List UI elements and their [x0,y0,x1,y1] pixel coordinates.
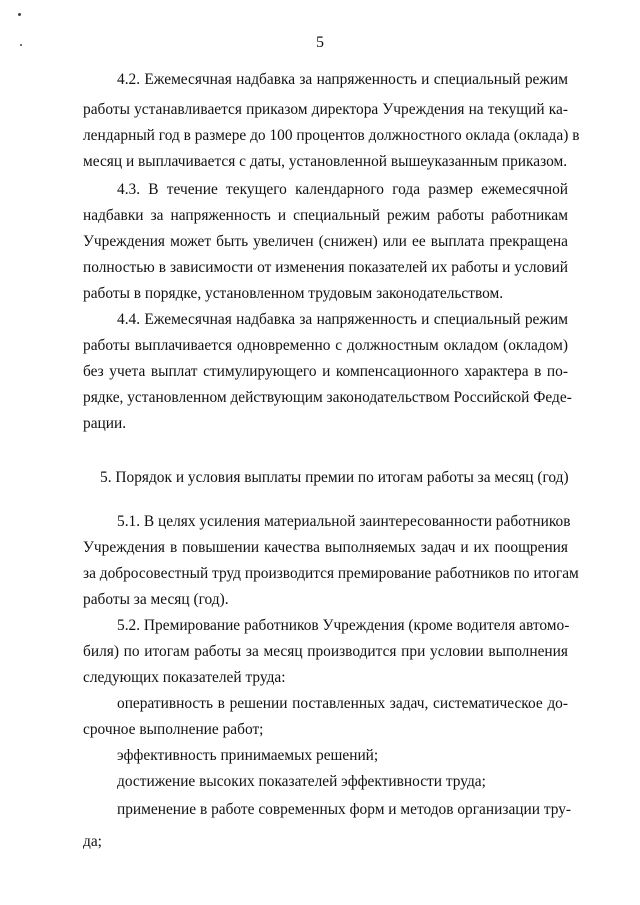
text-line: оперативность в решении поставленных задач, систематическое до- [117,695,568,712]
text-line: без учета выплат стимулирующего и компенсационного характера в по- [83,363,568,380]
text-line: 4.3. В течение текущего календарного года размер ежемесячной [117,181,568,198]
scan-speck [18,13,21,16]
text-line: биля) по итогам работы за месяц производится при условии выполнения [83,643,568,660]
text-line: Учреждения в повышении качества выполняемых задач и их поощрения [83,539,568,556]
text-line: работы устанавливается приказом директора Учреждения на текущий ка- [83,101,568,118]
text-line: работы в порядке, установленном трудовым законодательством. [83,285,504,302]
text-line: 5.2. Премирование работников Учреждения (кроме водителя автомо- [117,617,570,634]
text-line: 4.2. Ежемесячная надбавка за напряженность и специальный режим [117,71,568,88]
text-line: 4.4. Ежемесячная надбавка за напряженность и специальный режим [117,311,568,328]
text-line: рядке, установленном действующим законодательством Российской Феде- [83,389,572,406]
text-line: месяц и выплачивается с даты, установленной вышеуказанным приказом. [83,153,568,170]
text-line: достижение высоких показателей эффективности труда; [117,773,486,790]
text-line: да; [83,833,102,850]
page-number: 5 [316,34,324,51]
text-line: полностью в зависимости от изменения показателей их работы и условий [83,259,568,276]
text-line: надбавки за напряженность и специальный режим работы работникам [83,207,568,224]
section-heading: 5. Порядок и условия выплаты премии по итогам работы за месяц (год) [100,469,569,486]
text-line: за добросовестный труд производится премирование работников по итогам [83,565,579,582]
text-line: Учреждения может быть увеличен (снижен) или ее выплата прекращена [83,233,568,250]
text-line: 5.1. В целях усиления материальной заинтересованности работников [117,513,571,530]
text-line: работы за месяц (год). [83,591,229,608]
text-line: эффективность принимаемых решений; [117,747,379,764]
text-line: применение в работе современных форм и методов организации тру- [117,801,572,818]
text-line: рации. [83,415,127,432]
text-line: работы выплачивается одновременно с должностным окладом (окладом) [83,337,568,354]
text-line: лендарный год в размере до 100 процентов должностного оклада (оклада) в [83,127,580,144]
text-line: следующих показателей труда: [83,669,286,686]
text-line: срочное выполнение работ; [83,721,264,738]
